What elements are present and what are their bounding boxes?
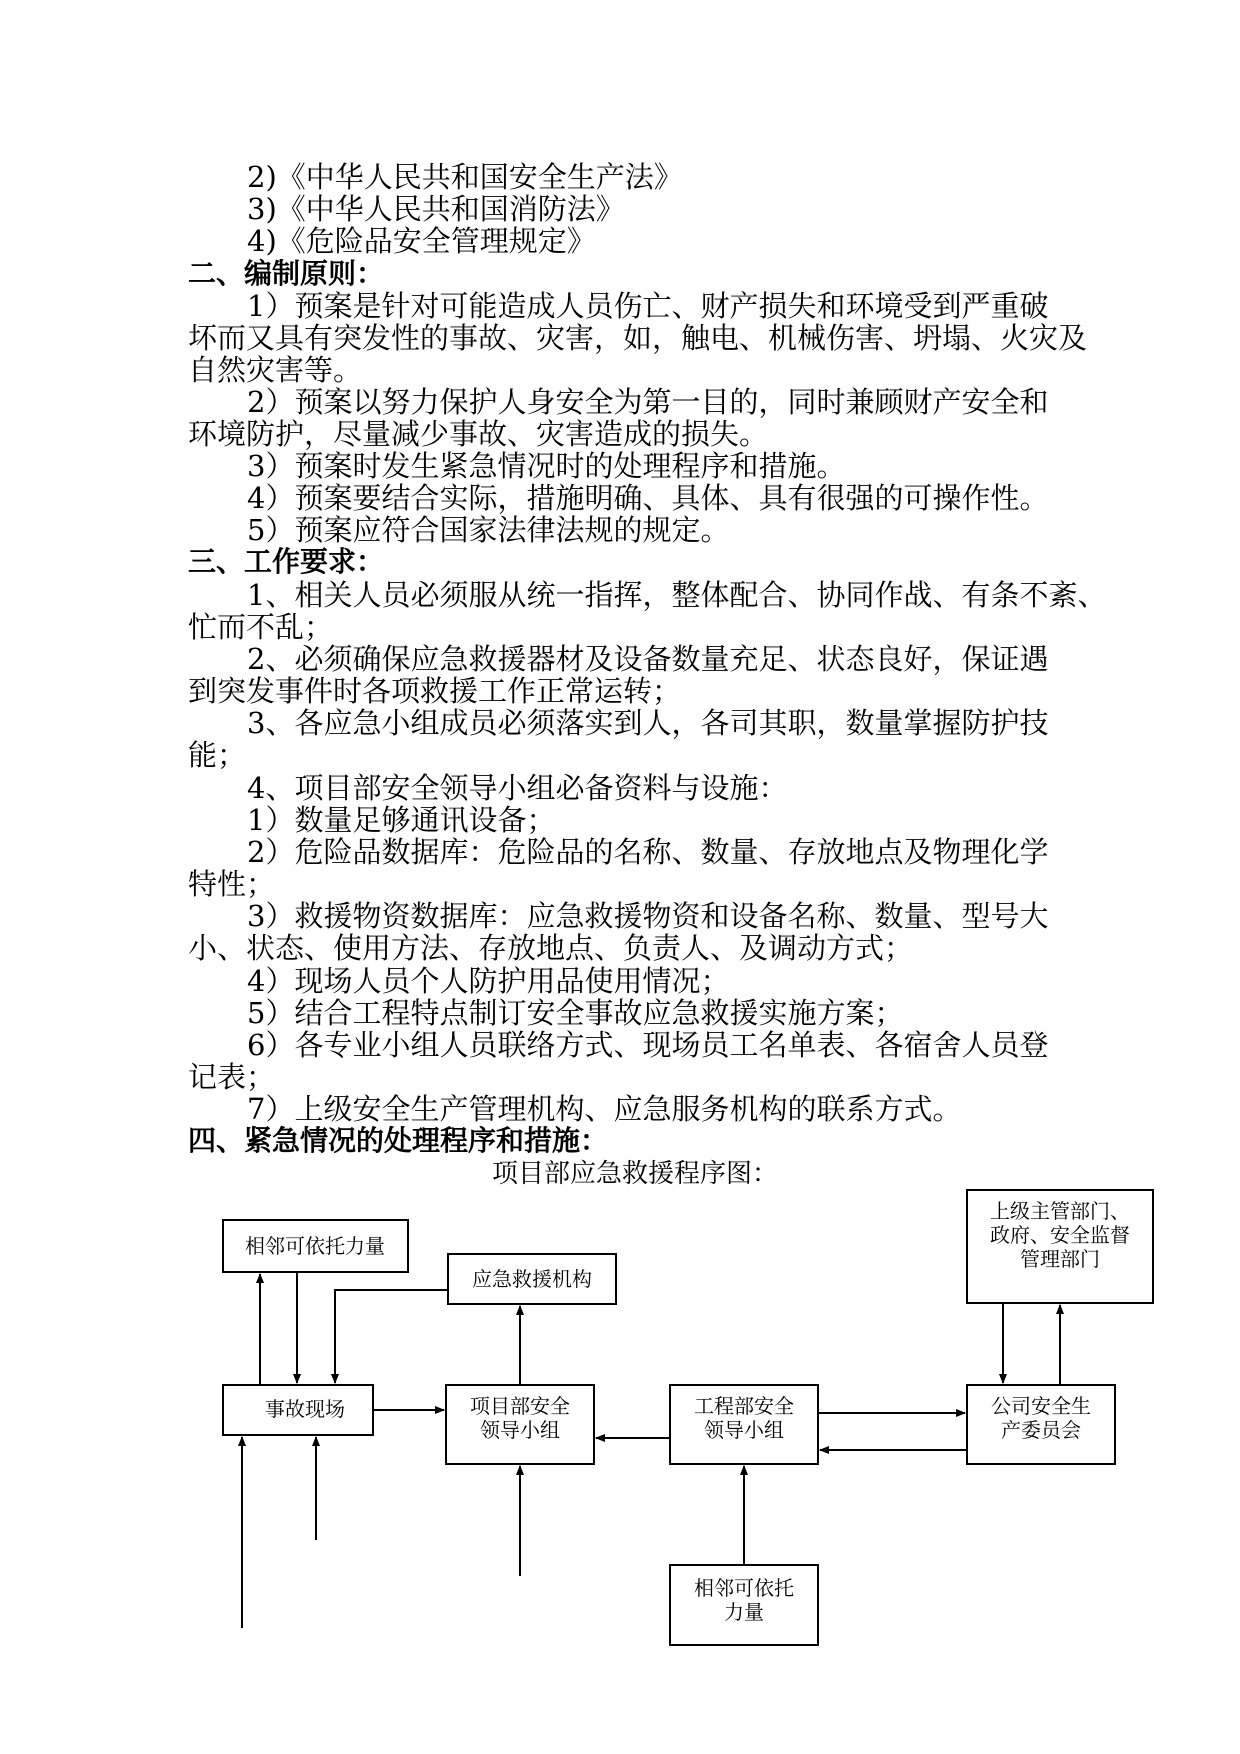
law-item: 4)《危险品安全管理规定》 xyxy=(247,224,596,258)
paragraph-line: 忙而不乱； xyxy=(188,610,334,644)
paragraph-line: 记表； xyxy=(188,1060,276,1094)
node-company-committee xyxy=(967,1385,1115,1464)
paragraph-line: 3）救援物资数据库：应急救援物资和设备名称、数量、型号大 xyxy=(247,899,1049,933)
paragraph-line: 4）现场人员个人防护用品使用情况； xyxy=(247,964,730,998)
node-neighbor-top xyxy=(223,1220,408,1272)
node-engineering-team-label: 工程部安全 xyxy=(694,1394,794,1418)
law-item: 3)《中华人民共和国消防法》 xyxy=(247,192,625,226)
paragraph-line: 自然灾害等。 xyxy=(188,353,363,387)
node-rescue-org-label: 应急救援机构 xyxy=(472,1267,592,1291)
paragraph-line: 6）各专业小组人员联络方式、现场员工名单表、各宿舍人员登 xyxy=(247,1028,1049,1062)
paragraph-line: 能； xyxy=(188,738,247,772)
node-accident-site-label: 事故现场 xyxy=(265,1397,345,1421)
node-superior-label: 政府、安全监督 xyxy=(990,1223,1130,1247)
paragraph-line: 5）预案应符合国家法律法规的规定。 xyxy=(247,513,730,547)
paragraph-line: 到突发事件时各项救援工作正常运转； xyxy=(188,674,682,708)
paragraph-line: 5）结合工程特点制订安全事故应急救援实施方案； xyxy=(247,996,904,1030)
node-superior-label: 上级主管部门、 xyxy=(990,1199,1130,1223)
law-item: 2)《中华人民共和国安全生产法》 xyxy=(247,160,683,194)
node-neighbor-bottom-label: 相邻可依托 xyxy=(694,1576,794,1600)
paragraph-line: 7）上级安全生产管理机构、应急服务机构的联系方式。 xyxy=(247,1092,962,1126)
arrow-rescue-to-site xyxy=(335,1290,448,1383)
paragraph-line: 2、必须确保应急救援器材及设备数量充足、状态良好，保证遇 xyxy=(247,642,1049,676)
node-company-committee-label: 产委员会 xyxy=(1001,1418,1081,1442)
node-project-team xyxy=(446,1385,594,1464)
section-heading: 四、紧急情况的处理程序和措施： xyxy=(188,1124,609,1157)
paragraph-line: 4）预案要结合实际，措施明确、具体、具有很强的可操作性。 xyxy=(247,481,1049,515)
node-neighbor-bottom xyxy=(670,1565,818,1645)
paragraph-line: 环境防护，尽量减少事故、灾害造成的损失。 xyxy=(188,417,769,451)
section-heading: 二、编制原则： xyxy=(188,257,385,290)
paragraph-line: 坏而又具有突发性的事故、灾害，如，触电、机械伤害、坍塌、火灾及 xyxy=(188,321,1088,355)
paragraph-line: 2）危险品数据库：危险品的名称、数量、存放地点及物理化学 xyxy=(247,835,1049,869)
paragraph-line: 1）预案是针对可能造成人员伤亡、财产损失和环境受到严重破 xyxy=(247,289,1049,323)
paragraph-line: 1、相关人员必须服从统一指挥，整体配合、协同作战、有条不紊、 xyxy=(247,578,1107,612)
node-project-team-label: 项目部安全 xyxy=(470,1394,570,1418)
node-neighbor-bottom-label: 力量 xyxy=(724,1600,764,1624)
paragraph-line: 3）预案时发生紧急情况时的处理程序和措施。 xyxy=(247,449,846,483)
diagram-title: 项目部应急救援程序图： xyxy=(492,1159,779,1189)
node-engineering-team xyxy=(670,1385,818,1464)
node-superior-label: 管理部门 xyxy=(1020,1247,1100,1271)
node-project-team-label: 领导小组 xyxy=(480,1418,560,1442)
paragraph-line: 1）数量足够通讯设备； xyxy=(247,803,556,837)
paragraph-line: 小、状态、使用方法、存放地点、负责人、及调动方式； xyxy=(188,931,914,965)
node-superior xyxy=(967,1190,1153,1303)
node-engineering-team-label: 领导小组 xyxy=(704,1418,784,1442)
paragraph-line: 2）预案以努力保护人身安全为第一目的，同时兼顾财产安全和 xyxy=(247,385,1049,419)
node-rescue-org xyxy=(448,1254,616,1304)
section-heading: 三、工作要求： xyxy=(188,545,385,578)
node-accident-site xyxy=(223,1385,373,1435)
node-company-committee-label: 公司安全生 xyxy=(991,1394,1091,1418)
paragraph-line: 4、项目部安全领导小组必备资料与设施： xyxy=(247,771,788,805)
node-neighbor-top-label: 相邻可依托力量 xyxy=(245,1234,385,1258)
paragraph-line: 3、各应急小组成员必须落实到人，各司其职，数量掌握防护技 xyxy=(247,706,1049,740)
paragraph-line: 特性； xyxy=(188,867,276,901)
